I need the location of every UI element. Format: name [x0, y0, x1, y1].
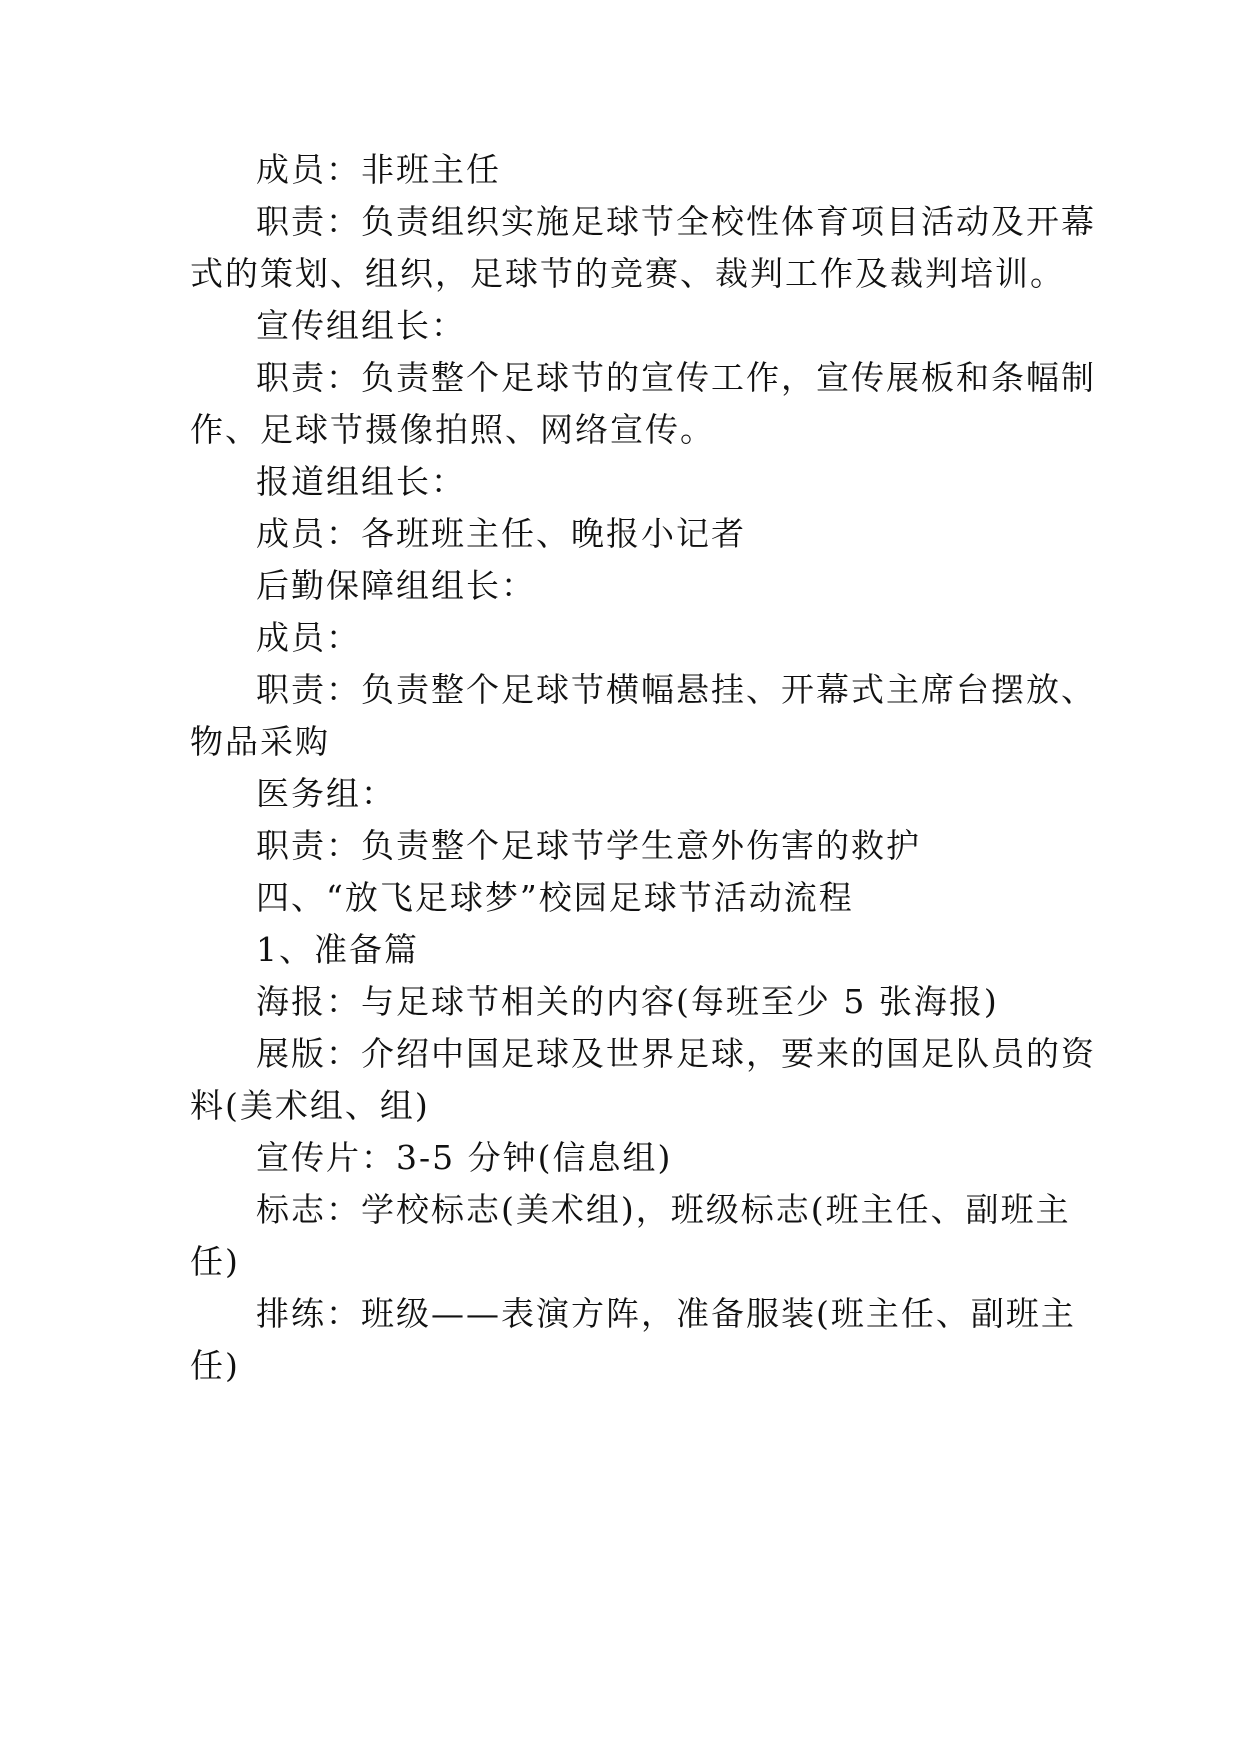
- text-line: 职责：负责组织实施足球节全校性体育项目活动及开幕: [256, 202, 1096, 241]
- text-line: 任): [190, 1242, 240, 1281]
- text-line: 作、足球节摄像拍照、网络宣传。: [190, 410, 715, 449]
- text-line: 职责：负责整个足球节的宣传工作，宣传展板和条幅制: [256, 358, 1096, 397]
- text-line: 式的策划、组织，足球节的竞赛、裁判工作及裁判培训。: [190, 254, 1065, 293]
- text-line: 宣传组组长：: [256, 306, 466, 345]
- text-line: 成员：非班主任: [256, 150, 501, 189]
- text-line: 成员：各班班主任、晚报小记者: [256, 514, 746, 553]
- text-line: 展版：介绍中国足球及世界足球，要来的国足队员的资: [256, 1034, 1096, 1073]
- text-line: 任): [190, 1346, 240, 1385]
- text-line: 排练：班级——表演方阵，准备服装(班主任、副班主: [256, 1294, 1076, 1333]
- text-line: 职责：负责整个足球节横幅悬挂、开幕式主席台摆放、: [256, 670, 1096, 709]
- text-line: 宣传片：3-5 分钟(信息组): [256, 1138, 673, 1177]
- text-line: 后勤保障组组长：: [256, 566, 536, 605]
- text-line: 料(美术组、组): [190, 1086, 430, 1125]
- text-line: 报道组组长：: [256, 462, 466, 501]
- subsection-heading: 1、准备篇: [256, 930, 419, 969]
- text-line: 医务组：: [256, 774, 396, 813]
- text-line: 标志：学校标志(美术组)，班级标志(班主任、副班主: [256, 1190, 1071, 1229]
- text-line: 海报：与足球节相关的内容(每班至少 5 张海报): [256, 982, 999, 1021]
- section-heading: 四、“放飞足球梦”校园足球节活动流程: [256, 878, 854, 917]
- text-line: 成员：: [256, 618, 361, 657]
- text-line: 物品采购: [190, 722, 330, 761]
- text-line: 职责：负责整个足球节学生意外伤害的救护: [256, 826, 921, 865]
